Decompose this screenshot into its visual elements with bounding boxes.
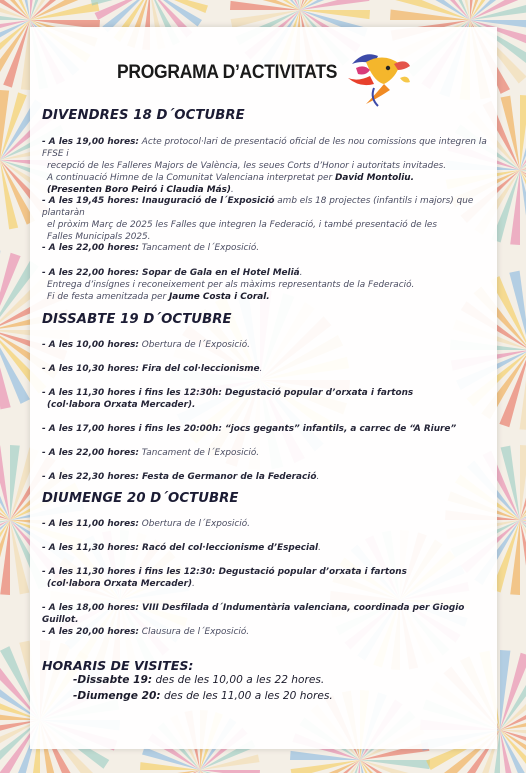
schedule-entry: - A les 20,00 hores: Clausura de l´Exposició. [42,627,250,637]
schedule-entry: - A les 11,30 hores i fins les 12:30h: Degustació popular d’orxata i fartons (col·labora Orxata Mercader). [42,388,414,411]
day-heading: DIUMENGE 20 D´OCTUBRE [42,491,239,506]
schedule-entry: - A les 11,30 hores: Racó del col·leccionisme d’Especial. [42,543,321,553]
schedule-entry: - A les 19,00 hores: Acte protocol·lari de presentació oficial de les nou comissions que integren la FFSE i recepció de les Falleres Majors de València, les seues Corts d’Honor i autoritats invitades. A continuació Himne de la Comunitat Valenciana interpretat per David Montoliu. (Presenten Boro Peiró i Claudia Más). [42,137,487,196]
falla-mascot-icon [344,44,414,110]
schedule-entry: - A les 22,00 hores: Sopar de Gala en el Hotel Meliá. Entrega d’insígnes i reconeixement per als màxims representants de la Federació. Fi de festa amenitzada per Jaume Costa i Coral. [42,268,415,303]
schedule-entry: - A les 10,00 hores: Obertura de l´Exposició. [42,340,250,350]
schedule-entry: - A les 11,30 hores i fins les 12:30: Degustació popular d’orxata i fartons (col·labora Orxata Mercader). [42,567,407,590]
schedule-entry: - A les 22,30 hores: Festa de Germanor de la Federació. [42,472,320,482]
visiting-hours-saturday: -Dissabte 19: des de les 10,00 a les 22 hores. [73,674,325,686]
schedule-entry: - A les 22,00 hores: Tancament de l´Exposició. [42,448,260,458]
schedule-entry: - A les 19,45 hores: Inauguració de l´Exposició amb els 18 projectes (infantils i majors) que plantaràn el pròxim Març de 2025 les Falles que integren la Federació, i també presentació de les Falles Municipals 2025. [42,196,474,243]
schedule-entry: - A les 11,00 hores: Obertura de l´Exposició. [42,519,250,529]
ray-wedge [520,445,526,520]
day-heading: DISSABTE 19 D´OCTUBRE [42,312,232,327]
ray-wedge [470,0,526,20]
schedule-entry: - A les 17,00 hores i fins les 20:00h: “jocs gegants” infantils, a carrec de “A Riure” [42,424,457,434]
visiting-hours-sunday: -Diumenge 20: des de les 11,00 a les 20 hores. [73,690,333,702]
schedule-entry: - A les 10,30 hores: Fira del col·leccionisme. [42,364,263,374]
ray-wedge [291,760,360,773]
ray-wedge [520,95,526,170]
schedule-entry: - A les 22,00 hores: Tancament de l´Exposició. [42,243,260,253]
visiting-hours-heading: HORARIS DE VISITES: [42,658,194,673]
schedule-entry: - A les 18,00 hores: VIII Desfilada d´Indumentària valenciana, coordinada per Giogio Guillot. [42,603,465,626]
page-title: PROGRAMA D’ACTIVITATS [117,62,338,83]
day-heading: DIVENDRES 18 D´OCTUBRE [42,108,245,123]
